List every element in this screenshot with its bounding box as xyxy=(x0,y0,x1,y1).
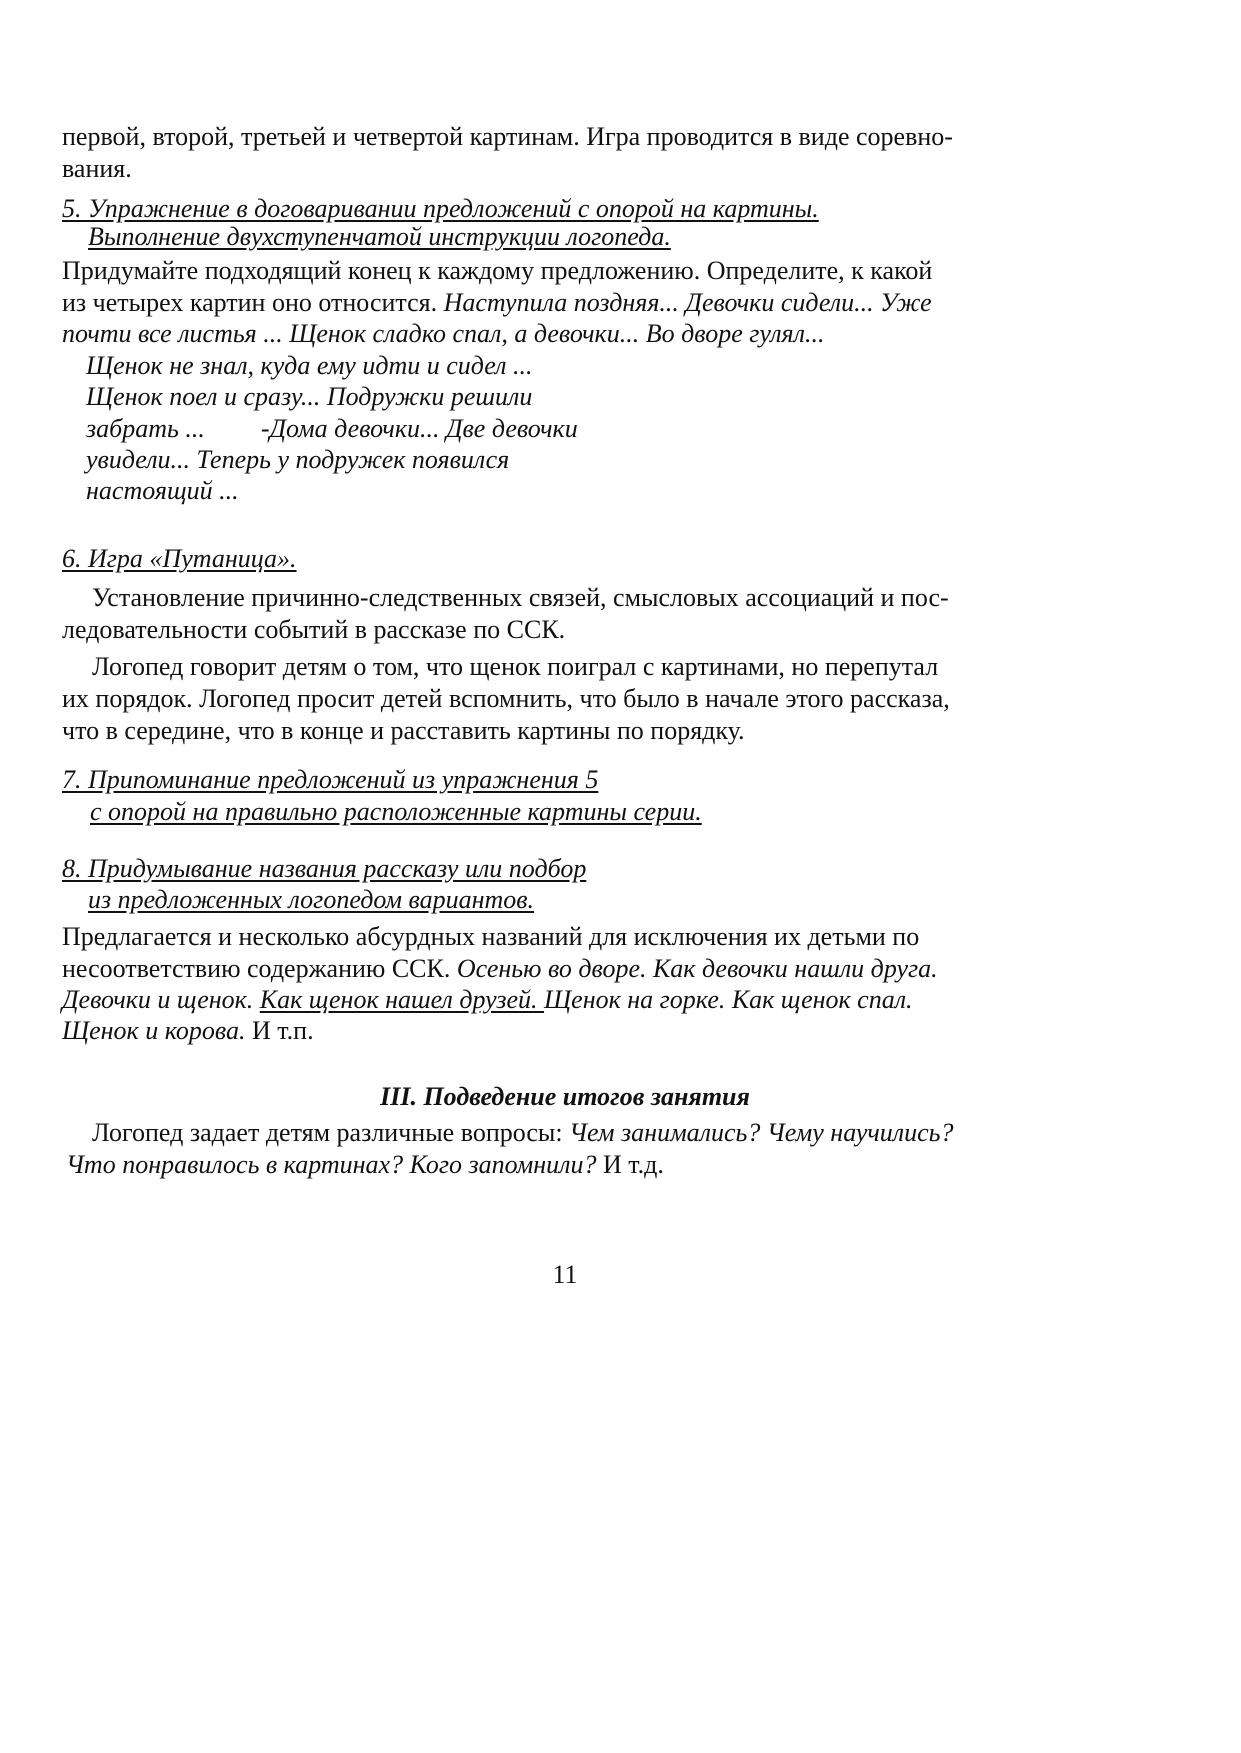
exercise-7-title: с опорой на правильно расположенные картины серии. xyxy=(90,797,702,826)
exercise-8-text: Щенок и корова. И т.п. xyxy=(62,1016,314,1045)
exercise-6-text: Установление причинно-следственных связей, смысловых ассоциаций и пос- xyxy=(92,583,949,612)
exercise-5-text: настоящий ... xyxy=(86,476,239,505)
exercise-5-text: Щенок не знал, куда ему идти и сидел ... xyxy=(86,351,533,380)
exercise-8-title: из предложенных логопедом вариантов. xyxy=(88,885,535,914)
exercise-5-text: из четырех картин оно относится. Наступила поздняя... Девочки сидели... Уже xyxy=(62,288,932,317)
section-heading: III. Подведение итогов занятия xyxy=(380,1082,750,1111)
exercise-5-text: почти все листья ... Щенок сладко спал, а девочки... Во дворе гулял... xyxy=(62,319,825,348)
exercise-8-text: Предлагается и несколько абсурдных названий для исключения их детьми по xyxy=(62,922,920,951)
exercise-5-text: забрать ... -Дома девочки... Две девочки xyxy=(86,414,578,443)
exercise-5-title: 5. Упражнение в договаривании предложений с опорой на картины. xyxy=(62,194,819,223)
intro-line: вания. xyxy=(62,154,132,183)
exercise-6-text: Логопед говорит детям о том, что щенок поиграл с картинами, но перепутал xyxy=(92,652,939,681)
exercise-8-text: несоответствию содержанию ССК. Осенью во дворе. Как девочки нашли друга. xyxy=(62,954,938,983)
exercise-5-text: Придумайте подходящий конец к каждому предложению. Определите, к какой xyxy=(62,256,933,285)
summary-text: Что понравилось в картинах? Кого запомнили? И т.д. xyxy=(66,1150,664,1179)
exercise-6-text: ледовательности событий в рассказе по ССК. xyxy=(62,615,566,644)
summary-text: Логопед задает детям различные вопросы: Чем занимались? Чему научились? xyxy=(92,1118,954,1147)
intro-line: первой, второй, третьей и четвертой картинам. Игра проводится в виде соревно- xyxy=(62,122,953,151)
exercise-5-text: Щенок поел и сразу... Подружки решили xyxy=(86,382,533,411)
exercise-5-text: увидели... Теперь у подружек появился xyxy=(86,445,510,474)
exercise-8-text: Девочки и щенок. Как щенок нашел друзей. Щенок на горке. Как щенок спал. xyxy=(62,985,913,1014)
page-number: 11 xyxy=(552,1260,578,1289)
exercise-7-title: 7. Припоминание предложений из упражнения 5 xyxy=(62,765,599,794)
exercise-5-title: Выполнение двухступенчатой инструкции логопеда. xyxy=(88,222,671,251)
exercise-6-text: их порядок. Логопед просит детей вспомнить, что было в начале этого рассказа, xyxy=(62,684,950,713)
exercise-8-title: 8. Придумывание названия рассказу или подбор xyxy=(62,854,587,883)
exercise-6-title: 6. Игра «Путаница». xyxy=(62,544,297,573)
exercise-6-text: что в середине, что в конце и расставить картины по порядку. xyxy=(62,716,745,745)
